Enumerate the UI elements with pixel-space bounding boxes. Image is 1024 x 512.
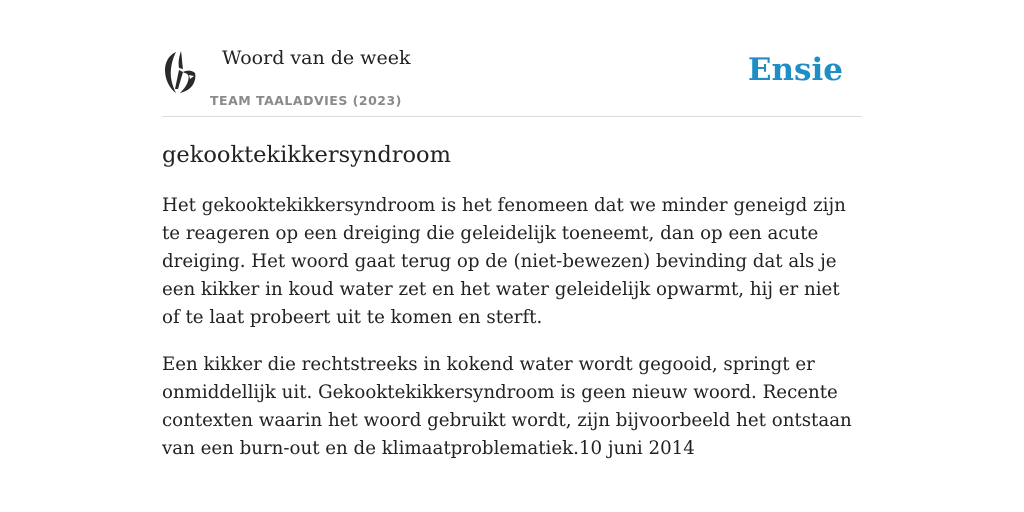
entry-paragraph-2 xyxy=(162,351,862,463)
article-header xyxy=(162,0,862,117)
section-kicker: Woord van de week xyxy=(222,47,411,69)
author-byline: TEAM TAALADVIES (2023) xyxy=(210,93,402,108)
ensie-brand-link[interactable]: Ensie xyxy=(747,52,843,88)
entry-date: 10 juni 2014 xyxy=(578,438,695,459)
entry-paragraph-1: Het gekooktekikkersyndroom is het fenomeen dat we minder geneigd zijn te reageren op een dreiging die geleidelijk toeneemt, dan op een acute dreiging. Het woord gaat terug op de (niet-bewezen) bevinding dat als je een kikker in koud water zet en het water geleidelijk opwarmt, hij er niet of te laat probeert uit te komen en sterft. xyxy=(162,195,846,328)
flemish-lion-logo-icon xyxy=(162,48,198,96)
entry-body xyxy=(162,192,862,482)
entry-paragraph-2-text: Een kikker die rechtstreeks in kokend water wordt gegooid, springt er onmiddellijk uit. Gekooktekikkersyndroom is geen nieuw woord. Recente contexten waarin het woord gebruikt wordt, zijn bijvoorbeeld het ontstaan van een burn-out en de klimaatproblematiek. xyxy=(162,354,852,459)
article-card xyxy=(162,0,862,512)
entry-term-title: gekooktekikkersyndroom xyxy=(162,142,451,168)
